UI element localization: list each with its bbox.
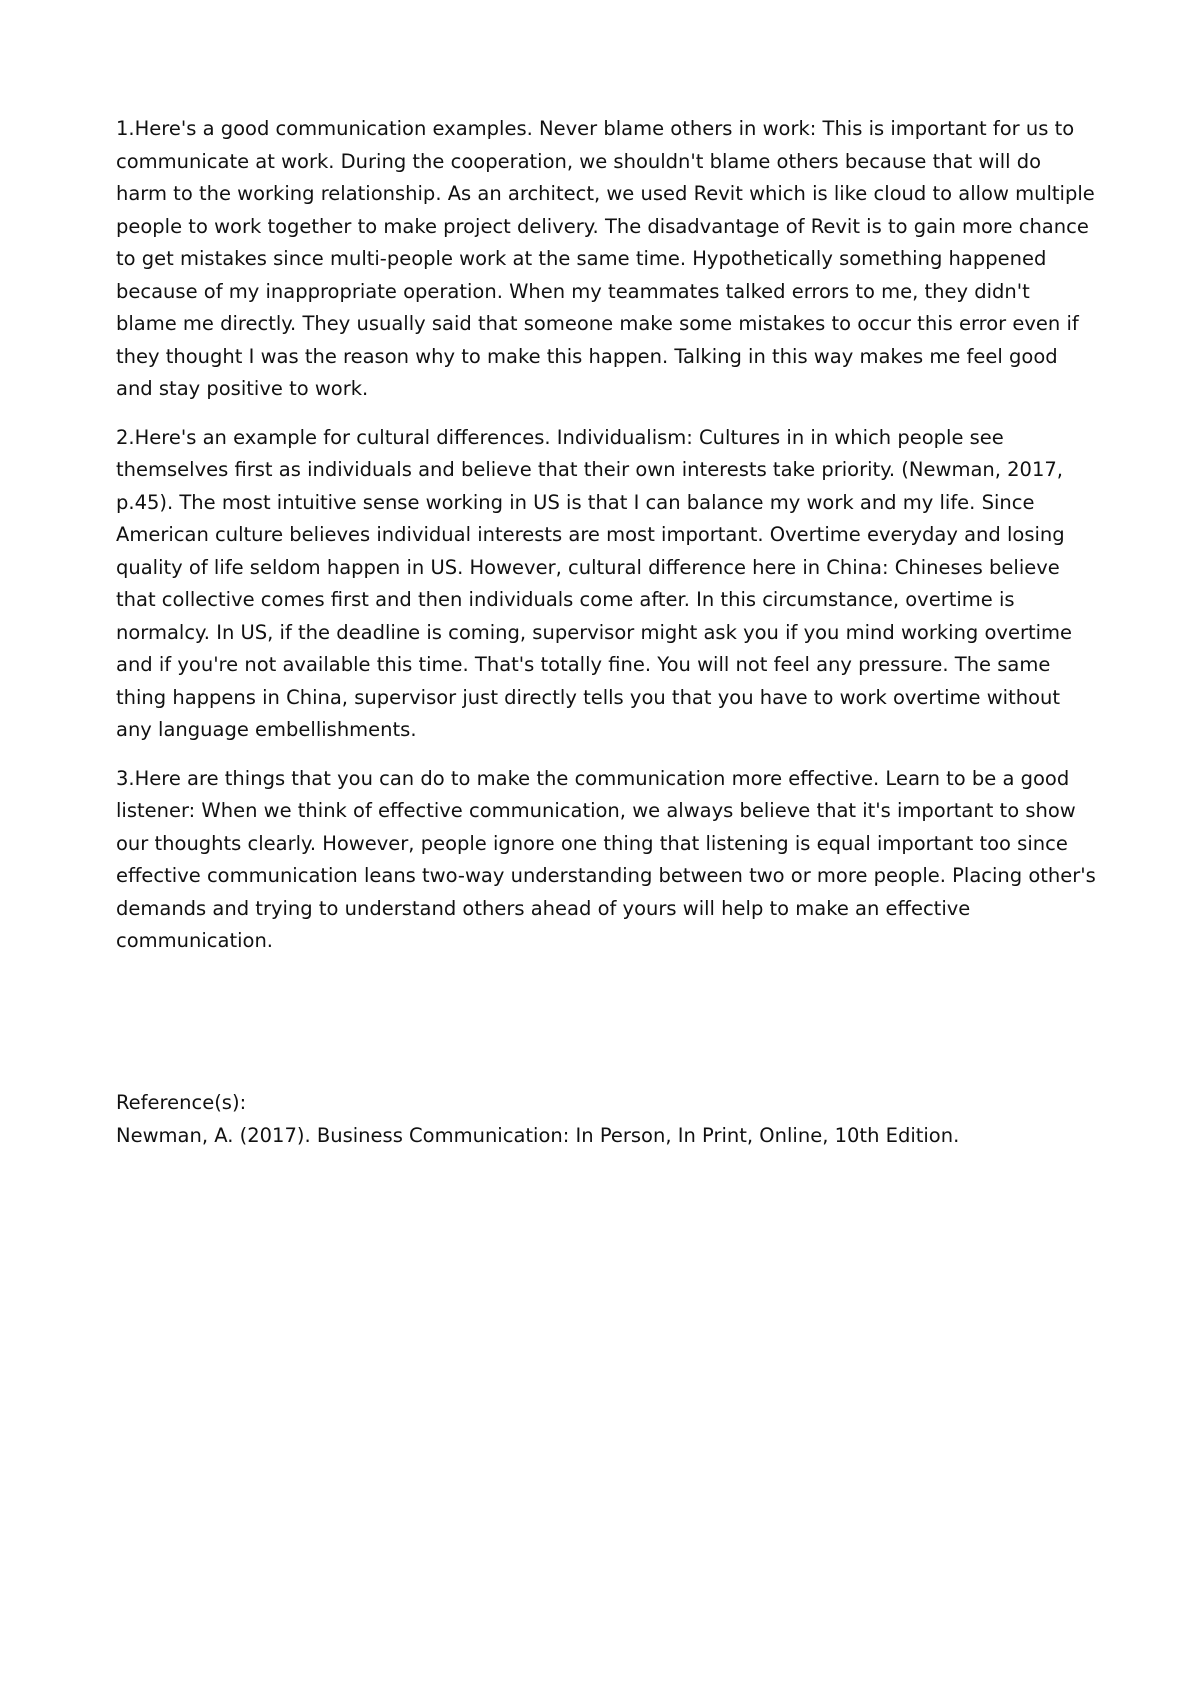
references-section [116, 1087, 1096, 1152]
paragraph-good-communication-example: 1.Here's a good communication examples. Never blame others in work: This is important for us to communicate at work. During the cooperation, we shouldn't blame others because that will do harm to the working relationship. As an architect, we used Revit which is like cloud to allow multiple people to work together to make project delivery. The disadvantage of Revit is to gain more chance to get mistakes since multi-people work at the same time. Hypothetically something happened because of my inappropriate operation. When my teammates talked errors to me, they didn't blame me directly. They usually said that someone make some mistakes to occur this error even if they thought I was the reason why to make this happen. Talking in this way makes me feel good and stay positive to work. [116, 117, 1095, 400]
references-heading: Reference(s): [116, 1091, 247, 1114]
paragraph-cultural-differences-example: 2.Here's an example for cultural differences. Individualism: Cultures in in which people see themselves first as individuals and believe that their own interests take priority. (Newman, 2017, p.45). The most intuitive sense working in US is that I can balance my work and my life. Since American culture believes individual interests are most important. Overtime everyday and losing quality of life seldom happen in US. However, cultural difference here in China: Chineses believe that collective comes first and then individuals come after. In this circumstance, overtime is normalcy. In US, if the deadline is coming, supervisor might ask you if you mind working overtime and if you're not available this time. That's totally fine. You will not feel any pressure. The same thing happens in China, supervisor just directly tells you that you have to work overtime without any language embellishments. [116, 425, 1073, 741]
reference-entry: Newman, A. (2017). Business Communication: In Person, In Print, Online, 10th Edition. [116, 1123, 960, 1147]
paragraph-effective-communication-tips: 3.Here are things that you can do to make the communication more effective. Learn to be a good listener: When we think of effective communication, we always believe that it's important to show our thoughts clearly. However, people ignore one thing that listening is equal important too since effective communication leans two-way understanding between two or more people. Placing other's demands and trying to understand others ahead of yours will help to make an effective communication. [116, 766, 1096, 952]
document-body [116, 113, 1096, 974]
